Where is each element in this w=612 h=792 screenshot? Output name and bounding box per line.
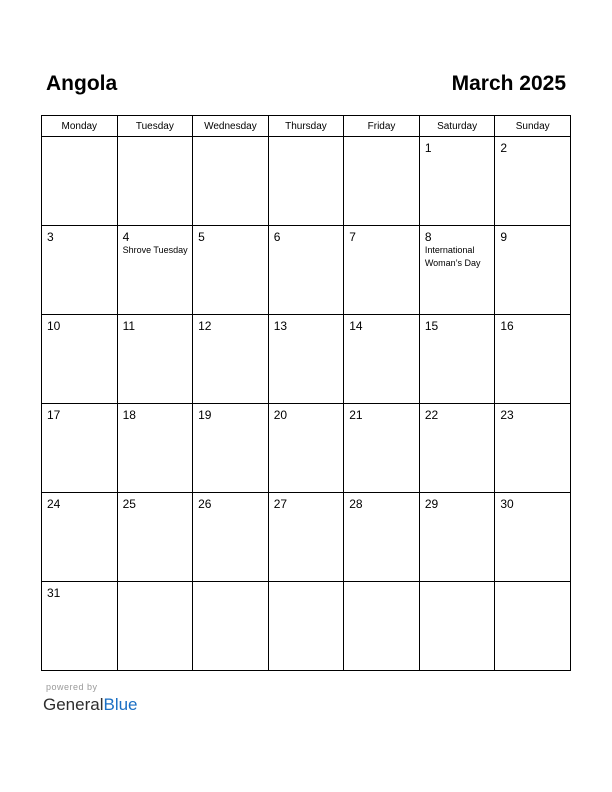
day-number: 27 bbox=[273, 497, 288, 511]
day-number: 31 bbox=[47, 586, 61, 600]
day-cell bbox=[42, 582, 118, 671]
day-number: 23 bbox=[500, 408, 514, 422]
week-row bbox=[42, 493, 571, 582]
week-row bbox=[42, 582, 571, 671]
day-number: 22 bbox=[424, 408, 439, 422]
day-cell bbox=[42, 493, 118, 582]
day-number: 14 bbox=[349, 319, 363, 333]
day-cell bbox=[193, 493, 269, 582]
day-number: 30 bbox=[500, 497, 514, 511]
day-cell bbox=[117, 582, 193, 671]
day-number: 11 bbox=[122, 319, 136, 333]
day-number: 28 bbox=[349, 497, 363, 511]
logo-text-general: General bbox=[43, 695, 104, 714]
day-cell bbox=[495, 582, 571, 671]
day-cell bbox=[344, 226, 420, 315]
day-cell bbox=[419, 315, 495, 404]
day-cell bbox=[495, 493, 571, 582]
day-number: 24 bbox=[47, 497, 61, 511]
day-cell bbox=[268, 582, 344, 671]
country-title: Angola bbox=[46, 72, 118, 95]
day-cell bbox=[419, 226, 495, 315]
day-number: 1 bbox=[424, 141, 432, 155]
day-cell bbox=[495, 315, 571, 404]
day-number: 29 bbox=[424, 497, 439, 511]
day-number: 20 bbox=[273, 408, 288, 422]
holiday-label: International Woman’s Day bbox=[424, 245, 481, 268]
week-row bbox=[42, 226, 571, 315]
day-cell bbox=[495, 137, 571, 226]
day-cell bbox=[495, 404, 571, 493]
day-cell bbox=[344, 404, 420, 493]
day-cell bbox=[42, 315, 118, 404]
weekday-header-tuesday: Tuesday bbox=[117, 116, 193, 137]
logo-text-blue: Blue bbox=[103, 695, 138, 714]
month-year-title: March 2025 bbox=[451, 72, 566, 95]
day-cell bbox=[193, 582, 269, 671]
day-number: 21 bbox=[349, 408, 363, 422]
weekday-header-monday: Monday bbox=[42, 116, 118, 137]
day-number: 4 bbox=[122, 230, 130, 244]
day-cell bbox=[117, 493, 193, 582]
day-number: 10 bbox=[47, 319, 61, 333]
day-cell bbox=[419, 582, 495, 671]
day-cell bbox=[344, 137, 420, 226]
day-cell bbox=[344, 582, 420, 671]
day-number: 6 bbox=[273, 230, 281, 244]
day-cell bbox=[268, 226, 344, 315]
day-number: 7 bbox=[349, 230, 356, 244]
day-cell bbox=[193, 315, 269, 404]
day-cell bbox=[268, 493, 344, 582]
day-number: 26 bbox=[198, 497, 212, 511]
day-cell bbox=[42, 137, 118, 226]
week-row bbox=[42, 404, 571, 493]
day-cell bbox=[268, 137, 344, 226]
weekday-header-thursday: Thursday bbox=[268, 116, 344, 137]
day-cell bbox=[193, 404, 269, 493]
day-number: 19 bbox=[198, 408, 212, 422]
day-number: 15 bbox=[424, 319, 439, 333]
day-cell bbox=[268, 315, 344, 404]
weekday-header-wednesday: Wednesday bbox=[193, 116, 269, 137]
day-number: 2 bbox=[500, 141, 508, 155]
day-cell bbox=[193, 137, 269, 226]
day-number: 18 bbox=[122, 408, 136, 422]
day-cell bbox=[419, 137, 495, 226]
week-row bbox=[42, 315, 571, 404]
day-number: 25 bbox=[122, 497, 136, 511]
weekday-header-saturday: Saturday bbox=[419, 116, 495, 137]
holiday-label: Shrove Tuesday bbox=[122, 245, 188, 255]
weekday-header-friday: Friday bbox=[344, 116, 420, 137]
day-cell bbox=[419, 404, 495, 493]
calendar-header bbox=[41, 70, 571, 100]
powered-by-label: powered by bbox=[46, 682, 98, 692]
day-number: 17 bbox=[47, 408, 61, 422]
day-cell bbox=[344, 315, 420, 404]
day-number: 3 bbox=[47, 230, 54, 244]
day-number: 12 bbox=[198, 319, 212, 333]
day-number: 16 bbox=[500, 319, 514, 333]
day-number: 5 bbox=[198, 230, 205, 244]
day-number: 8 bbox=[424, 230, 432, 244]
day-cell bbox=[117, 404, 193, 493]
day-cell bbox=[419, 493, 495, 582]
day-cell bbox=[495, 226, 571, 315]
day-cell bbox=[193, 226, 269, 315]
day-cell bbox=[117, 315, 193, 404]
footer-branding bbox=[43, 682, 138, 716]
day-cell bbox=[117, 137, 193, 226]
weekday-header-row bbox=[42, 116, 571, 137]
day-cell bbox=[117, 226, 193, 315]
day-cell bbox=[42, 226, 118, 315]
calendar-grid bbox=[41, 115, 571, 671]
day-number: 13 bbox=[273, 319, 288, 333]
weekday-header-sunday: Sunday bbox=[495, 116, 571, 137]
generalblue-logo[interactable] bbox=[43, 694, 138, 716]
day-cell bbox=[344, 493, 420, 582]
week-row bbox=[42, 137, 571, 226]
day-number: 9 bbox=[500, 230, 508, 244]
day-cell bbox=[42, 404, 118, 493]
day-cell bbox=[268, 404, 344, 493]
